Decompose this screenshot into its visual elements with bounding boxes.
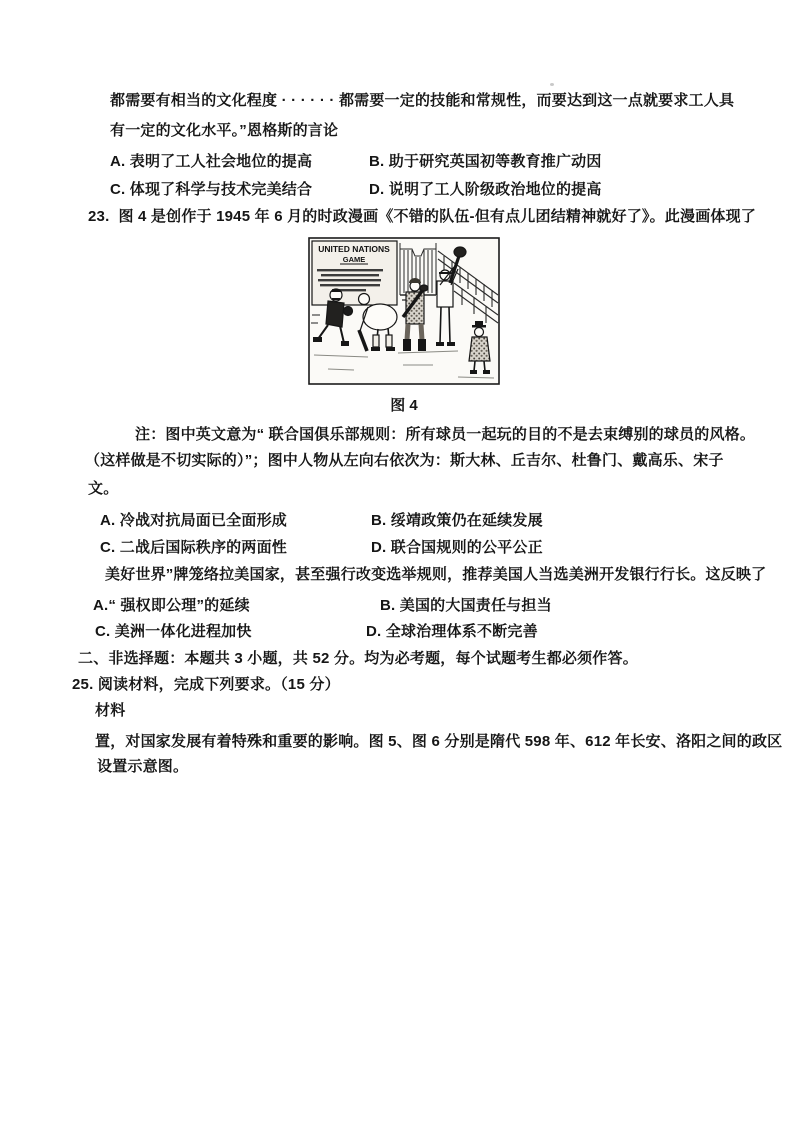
q24-option-a: A.“ 强权即公理”的延续 bbox=[93, 597, 250, 614]
q22-stem-line2: 有一定的文化水平。”恩格斯的言论 bbox=[110, 122, 339, 139]
un-sign-word: GAME bbox=[342, 255, 366, 264]
section2-heading: 二、非选择题：本题共 3 小题，共 52 分。均为必考题，每个试题考生都必须作答。 bbox=[78, 650, 638, 667]
q24-option-c: C. 美洲一体化进程加快 bbox=[95, 623, 252, 640]
q23-number: 23. bbox=[88, 208, 110, 225]
q23-option-d: D. 联合国规则的公平公正 bbox=[371, 539, 543, 556]
q22-stem-line1: 都需要有相当的文化程度 · · · · · · 都需要一定的技能和常规性，而要达到这一点就要求工人具 bbox=[110, 92, 735, 109]
q22-option-b: B. 助于研究英国初等教育推广动因 bbox=[369, 153, 602, 170]
un-sign-title: UNITED NATIONS bbox=[318, 244, 390, 254]
q22-option-d: D. 说明了工人阶级政治地位的提高 bbox=[369, 181, 602, 198]
q23-note-line2: （这样做是不切实际的）”；图中人物从左向右依次为：斯大林、丘吉尔、杜鲁门、戴高乐、宋子 bbox=[85, 452, 724, 469]
q25-material-label: 材料 bbox=[95, 702, 126, 719]
figure-4-caption: 图 4 bbox=[390, 397, 418, 414]
q24-stem: 美好世界”牌笼络拉美国家，甚至强行改变选举规则，推荐美国人当选美洲开发银行行长。这反映了 bbox=[105, 566, 767, 583]
q23-stem: 图 4 是创作于 1945 年 6 月的时政漫画《不错的队伍-但有点儿团结精神就好了》。此漫画体现了 bbox=[118, 208, 757, 225]
q25-material-line1: 置，对国家发展有着特殊和重要的影响。图 5、图 6 分别是隋代 598 年、612 年长安、洛阳之间的政区 bbox=[95, 733, 783, 750]
scan-speck bbox=[550, 83, 554, 86]
q22-option-c: C. 体现了科学与技术完美结合 bbox=[110, 181, 313, 198]
q23-option-a: A. 冷战对抗局面已全面形成 bbox=[100, 512, 287, 529]
cartoon-svg bbox=[308, 237, 500, 385]
figure-4-cartoon bbox=[308, 237, 500, 385]
un-sign bbox=[312, 241, 397, 305]
q23-option-b: B. 绥靖政策仍在延续发展 bbox=[371, 512, 543, 529]
q23-option-c: C. 二战后国际秩序的两面性 bbox=[100, 539, 287, 556]
q24-option-d: D. 全球治理体系不断完善 bbox=[366, 623, 538, 640]
q23-note-line1: 注：图中英文意为“ 联合国俱乐部规则：所有球员一起玩的目的不是去束缚别的球员的风格。 bbox=[135, 426, 756, 443]
q23-note-line3: 文。 bbox=[88, 480, 119, 497]
q23-stem-line bbox=[88, 208, 756, 225]
q25-material-line2: 设置示意图。 bbox=[97, 758, 189, 775]
q22-option-a: A. 表明了工人社会地位的提高 bbox=[110, 153, 313, 170]
q24-option-b: B. 美国的大国责任与担当 bbox=[380, 597, 552, 614]
q25-intro: 25. 阅读材料，完成下列要求。（15 分） bbox=[72, 676, 340, 693]
